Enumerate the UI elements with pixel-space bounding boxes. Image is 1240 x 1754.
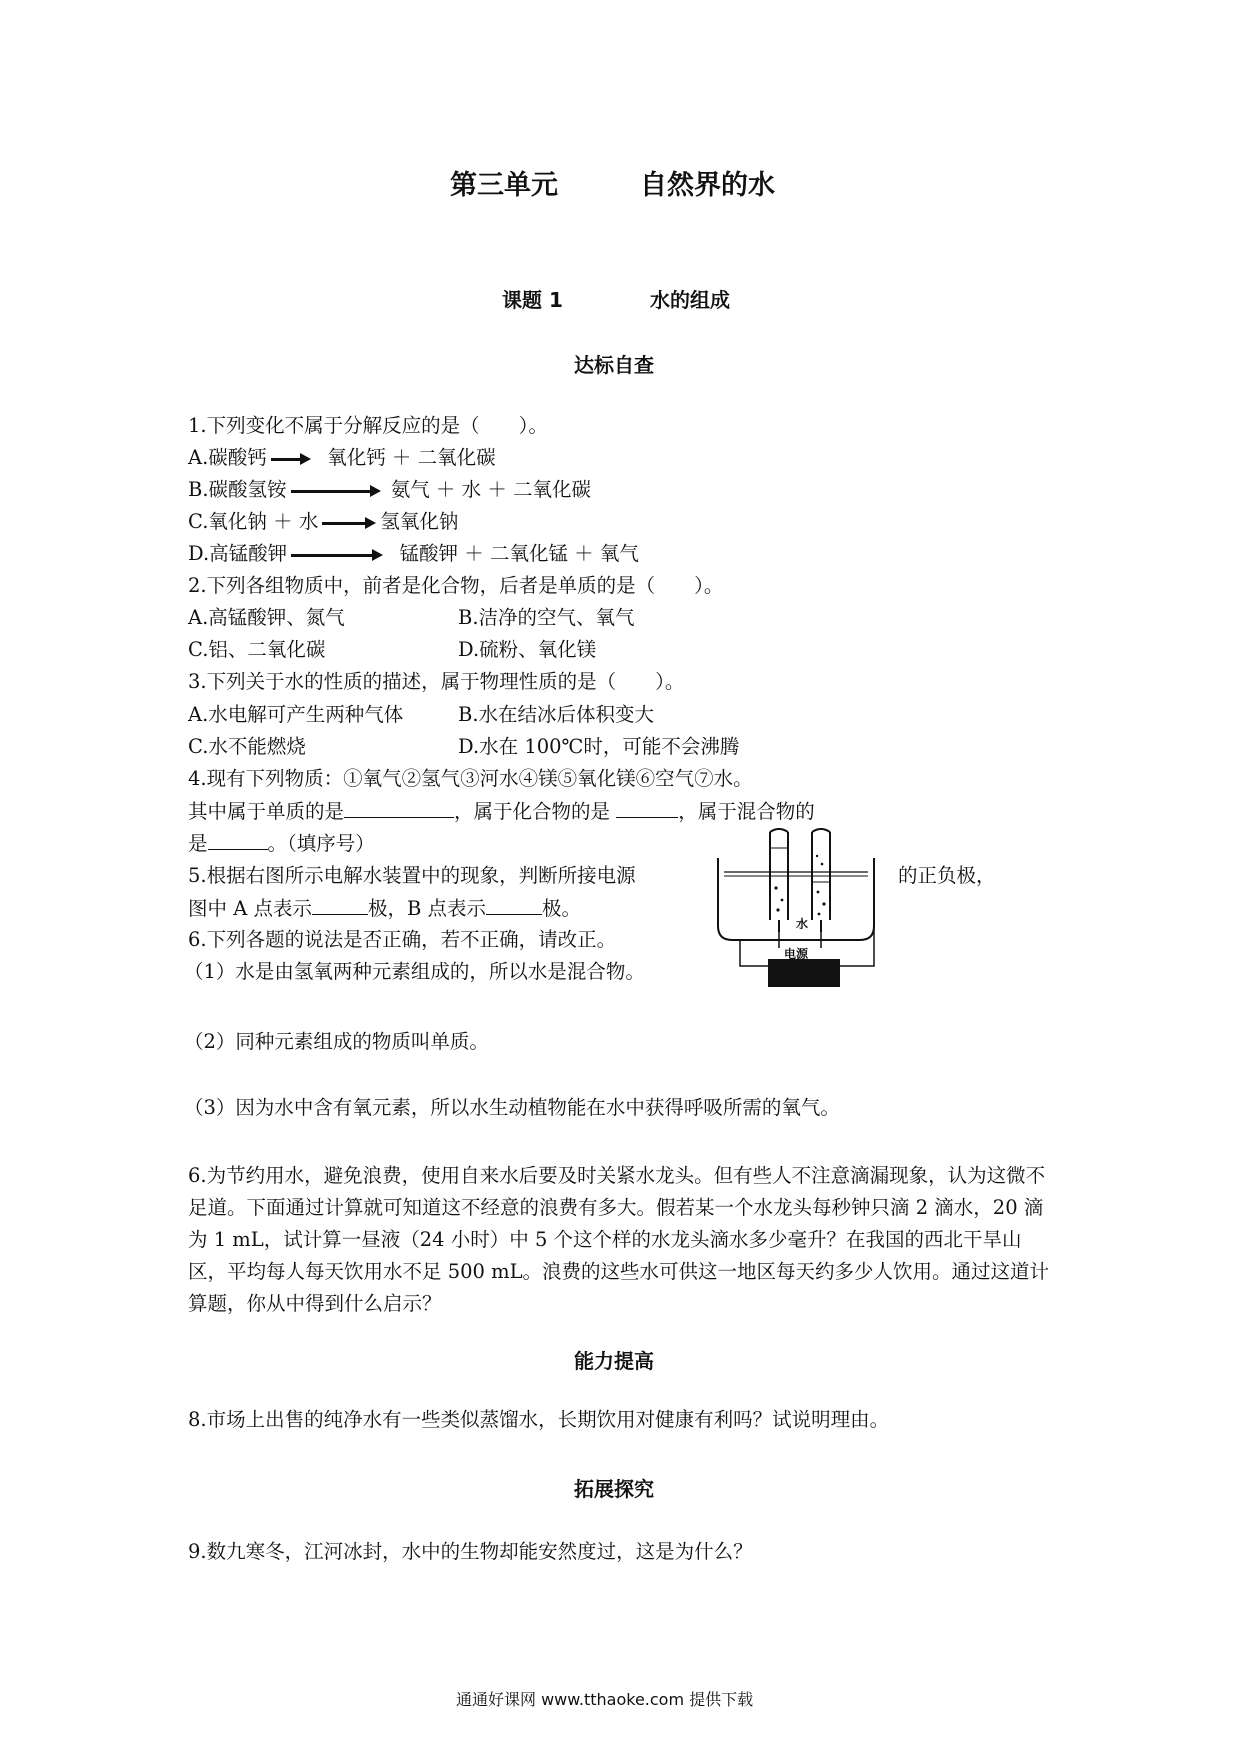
section-explore: 拓展探究: [574, 1477, 654, 1501]
q1-b-left: B.碳酸氢铵: [188, 478, 287, 501]
q2-option-a: A.高锰酸钾、氮气: [188, 606, 345, 629]
q1-b-right: 氨气 ＋ 水 ＋ 二氧化碳: [390, 478, 592, 501]
q3-option-a: A.水电解可产生两种气体: [188, 703, 404, 726]
answer-blank[interactable]: [486, 892, 542, 915]
q2-stem: 2.下列各组物质中，前者是化合物，后者是单质的是（ ）。: [188, 574, 724, 597]
q4-line-2: [188, 795, 815, 828]
water-label: 水: [796, 917, 809, 931]
q1-option-d: [188, 538, 639, 570]
section-self-check: 达标自查: [574, 353, 654, 377]
q1-stem: 1.下列变化不属于分解反应的是（ ）。: [188, 414, 548, 437]
q5-line-1: 5.根据右图所示电解水装置中的现象，判断所接电源: [188, 864, 636, 887]
q5-label-b: 极，B 点表示: [367, 897, 487, 920]
q4-label-mixtures: ，属于混合物的: [678, 800, 815, 823]
lesson-number: 课题 1: [502, 288, 563, 312]
q2-option-d: D.硫粉、氧化镁: [458, 638, 597, 661]
q1-a-right: 氧化钙 ＋ 二氧化碳: [327, 446, 496, 469]
q6-statement-2: （2）同种元素组成的物质叫单质。: [184, 1030, 489, 1053]
q5-label-end: 极。: [542, 897, 582, 920]
unit-number: 第三单元: [450, 170, 558, 201]
q1-option-c: [188, 506, 458, 538]
q4-label-elements: 其中属于单质的是: [188, 800, 345, 823]
q1-option-b: [188, 474, 591, 506]
lesson-title: 水的组成: [650, 288, 730, 312]
power-label: 电源: [784, 947, 809, 961]
section-ability: 能力提高: [574, 1349, 654, 1373]
q1-d-right: 锰酸钾 ＋ 二氧化锰 ＋ 氧气: [399, 542, 639, 565]
q4-label-fill-hint: 。（填序号）: [267, 832, 375, 855]
q1-c-left: C.氧化钠 ＋ 水: [188, 510, 319, 533]
q3-option-d: D.水在 100℃时，可能不会沸腾: [458, 735, 740, 758]
reaction-arrow-icon: [291, 545, 383, 565]
test-tube-left: [770, 829, 788, 920]
q5-line-2: [188, 892, 581, 925]
q6-statement-3: （3）因为水中含有氧元素，所以水生动植物能在水中获得呼吸所需的氧气。: [184, 1096, 840, 1119]
power-supply-icon: [768, 959, 840, 987]
q4-line-3: [188, 827, 375, 860]
q2-option-b: B.洁净的空气、氧气: [458, 606, 635, 629]
q6-statement-1: （1）水是由氢氧两种元素组成的，所以水是混合物。: [184, 960, 645, 983]
electrolysis-apparatus-figure: [710, 828, 880, 1008]
q4-label-compounds: ，属于化合物的是: [454, 800, 611, 823]
answer-blank[interactable]: [312, 892, 368, 915]
unit-title: 自然界的水: [640, 170, 775, 201]
q5-label-a: 图中 A 点表示: [188, 897, 312, 920]
q7-calculation-problem: 6.为节约用水，避免浪费，使用自来水后要及时关紧水龙头。但有些人不注意滴漏现象，认为这微不足道。下面通过计算就可知道这不经意的浪费有多大。假若某一个水龙头每秒钟只滴 2 滴水，20 滴为 1 mL，试计算一昼液（24 小时）中 5 个这个样的水龙头滴水多少毫升？在我国的西北干旱山区，平均每人每天饮用水不足 500 mL。浪费的这些水可供这一地区每天约多少人饮用。通过这道计算题，你从中得到什么启示？: [188, 1164, 1050, 1315]
q4-stem: 4.现有下列物质：①氧气②氢气③河水④镁⑤氧化镁⑥空气⑦水。: [188, 767, 753, 790]
q3-option-c: C.水不能燃烧: [188, 735, 306, 758]
answer-blank[interactable]: [616, 795, 678, 818]
q3-option-b: B.水在结冰后体积变大: [458, 703, 655, 726]
q5-line-1-end: 的正负极，: [898, 864, 996, 887]
q1-option-a: [188, 442, 496, 474]
q3-stem: 3.下列关于水的性质的描述，属于物理性质的是（ ）。: [188, 670, 685, 693]
q1-a-left: A.碳酸钙: [188, 446, 267, 469]
answer-blank[interactable]: [344, 795, 454, 818]
q1-c-right: 氢氧化钠: [380, 510, 459, 533]
footer-credit: 通通好课网 www.tthaoke.com 提供下载: [456, 1690, 754, 1709]
q9-text: 9.数九寒冬，江河冰封，水中的生物却能安然度过，这是为什么？: [188, 1540, 753, 1563]
test-tube-right: [812, 829, 830, 920]
q1-d-left: D.高锰酸钾: [188, 542, 288, 565]
q8-text: 8.市场上出售的纯净水有一些类似蒸馏水，长期饮用对健康有利吗？试说明理由。: [188, 1408, 890, 1431]
reaction-arrow-icon: [271, 449, 311, 469]
q6-stem: 6.下列各题的说法是否正确，若不正确，请改正。: [188, 928, 617, 951]
reaction-arrow-icon: [291, 481, 381, 501]
answer-blank[interactable]: [208, 827, 268, 850]
q4-label-is: 是: [188, 832, 208, 855]
q2-option-c: C.铝、二氧化碳: [188, 638, 326, 661]
reaction-arrow-icon: [322, 513, 376, 533]
